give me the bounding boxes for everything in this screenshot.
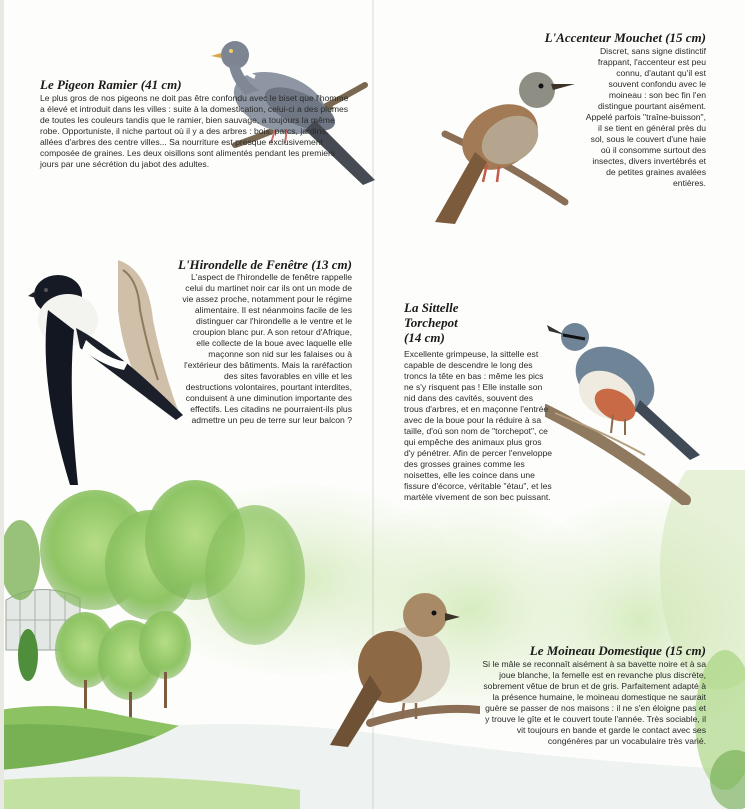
bird-text-dunnock: Discret, sans signe distinctif frappant, l'accenteur est peu connu, d'autant qu'il est souvent confondu avec le moineau : son bec fin l'en distingue pourtant aisément. Appelé parfois "traîne-buisson", il se tient en général près du sol, sous le couvert d'une haie où il consomme surtout des insectes, divers invertébrés et de petites graines avalées entières. <box>585 46 706 188</box>
dunnock-illustration <box>425 62 585 232</box>
bird-title-house-martin: L'Hirondelle de Fenêtre (13 cm) <box>177 257 352 272</box>
bird-title-nuthatch-line3: (14 cm) <box>404 330 445 345</box>
nuthatch-illustration <box>545 315 715 505</box>
bird-text-nuthatch: Excellente grimpeuse, la sittelle est capable de descendre le long des troncs la tête en bas : même les pics ne s'y risquent pas ! Elle installe son nid dans des cavités, souvent des trous d'arbres, et en maçonne l'entrée avec de la boue pour la réduire à sa taille, d'où son nom de "torchepot", ce qui empêche des animaux plus gros d'y pénétrer. Afin de percer l'enveloppe des grosses graines comme les noisettes, elle les coince dans une fissure d'écorce, véritable "étau", et les martèle vivement de son bec puissant. <box>404 349 553 502</box>
bird-title-nuthatch-line2: Torchepot <box>404 315 458 330</box>
page-edge <box>0 0 4 809</box>
bird-title-wood-pigeon: Le Pigeon Ramier (41 cm) <box>40 77 182 92</box>
house-sparrow-illustration <box>330 585 480 755</box>
house-martin-illustration <box>28 250 188 490</box>
bird-text-house-martin: L'aspect de l'hirondelle de fenêtre rappelle celui du martinet noir car ils ont un mode de vie assez proche, notamment pour le régime alimentaire. Il est néanmoins facile de les distinguer car l'hirondelle a le ventre et le croupion blanc pur. A son retour d'Afrique, elle collecte de la boue avec laquelle elle maçonne son nid sur les falaises ou à l'extérieur des bâtiments. Mais la raréfaction des sites favorables en ville et les destructions volontaires, pourtant interdites, conduisent à une diminution importante des effectifs. Les citadins ne pourraient-ils plus admettre un peu de terre sur leur balcon ? <box>182 272 352 425</box>
bird-title-house-sparrow: Le Moineau Domestique (15 cm) <box>529 643 706 658</box>
bird-text-house-sparrow: Si le mâle se reconnaît aisément à sa bavette noire et à sa joue blanche, la femelle est en revanche plus discrète, sobrement vêtue de brun et de gris. Parfaitement adapté à la présence humaine, le moineau domestique ne saurait guère se passer de nos maisons : il ne s'en éloigne pas et y trouve le gîte et le couvert toute l'année. Très sociable, il vit toujours en bande et garde le contact avec ses congénères par un vocabulaire très varié. <box>482 659 706 746</box>
bird-title-dunnock: L'Accenteur Mouchet (15 cm) <box>544 30 706 45</box>
bird-text-wood-pigeon: Le plus gros de nos pigeons ne doit pas être confondu avec le biset que l'homme a élevé et introduit dans les villes : suite à la domestication, celui-ci a des plumes de toutes les couleurs tandis que le ramier, bien sauvage, a toujours la même robe. Opportuniste, il niche partout où il y a des arbres : bois, parcs, jardins, allées d'arbres des centre villes... Sa nourriture est presque exclusivement composée de graines. Les deux oisillons sont alimentés pendant les premiers jours par une sécrétion du jabot des adultes. <box>40 93 349 169</box>
bird-title-nuthatch-line1: La Sittelle <box>404 300 459 315</box>
bird-title-nuthatch <box>404 300 544 345</box>
